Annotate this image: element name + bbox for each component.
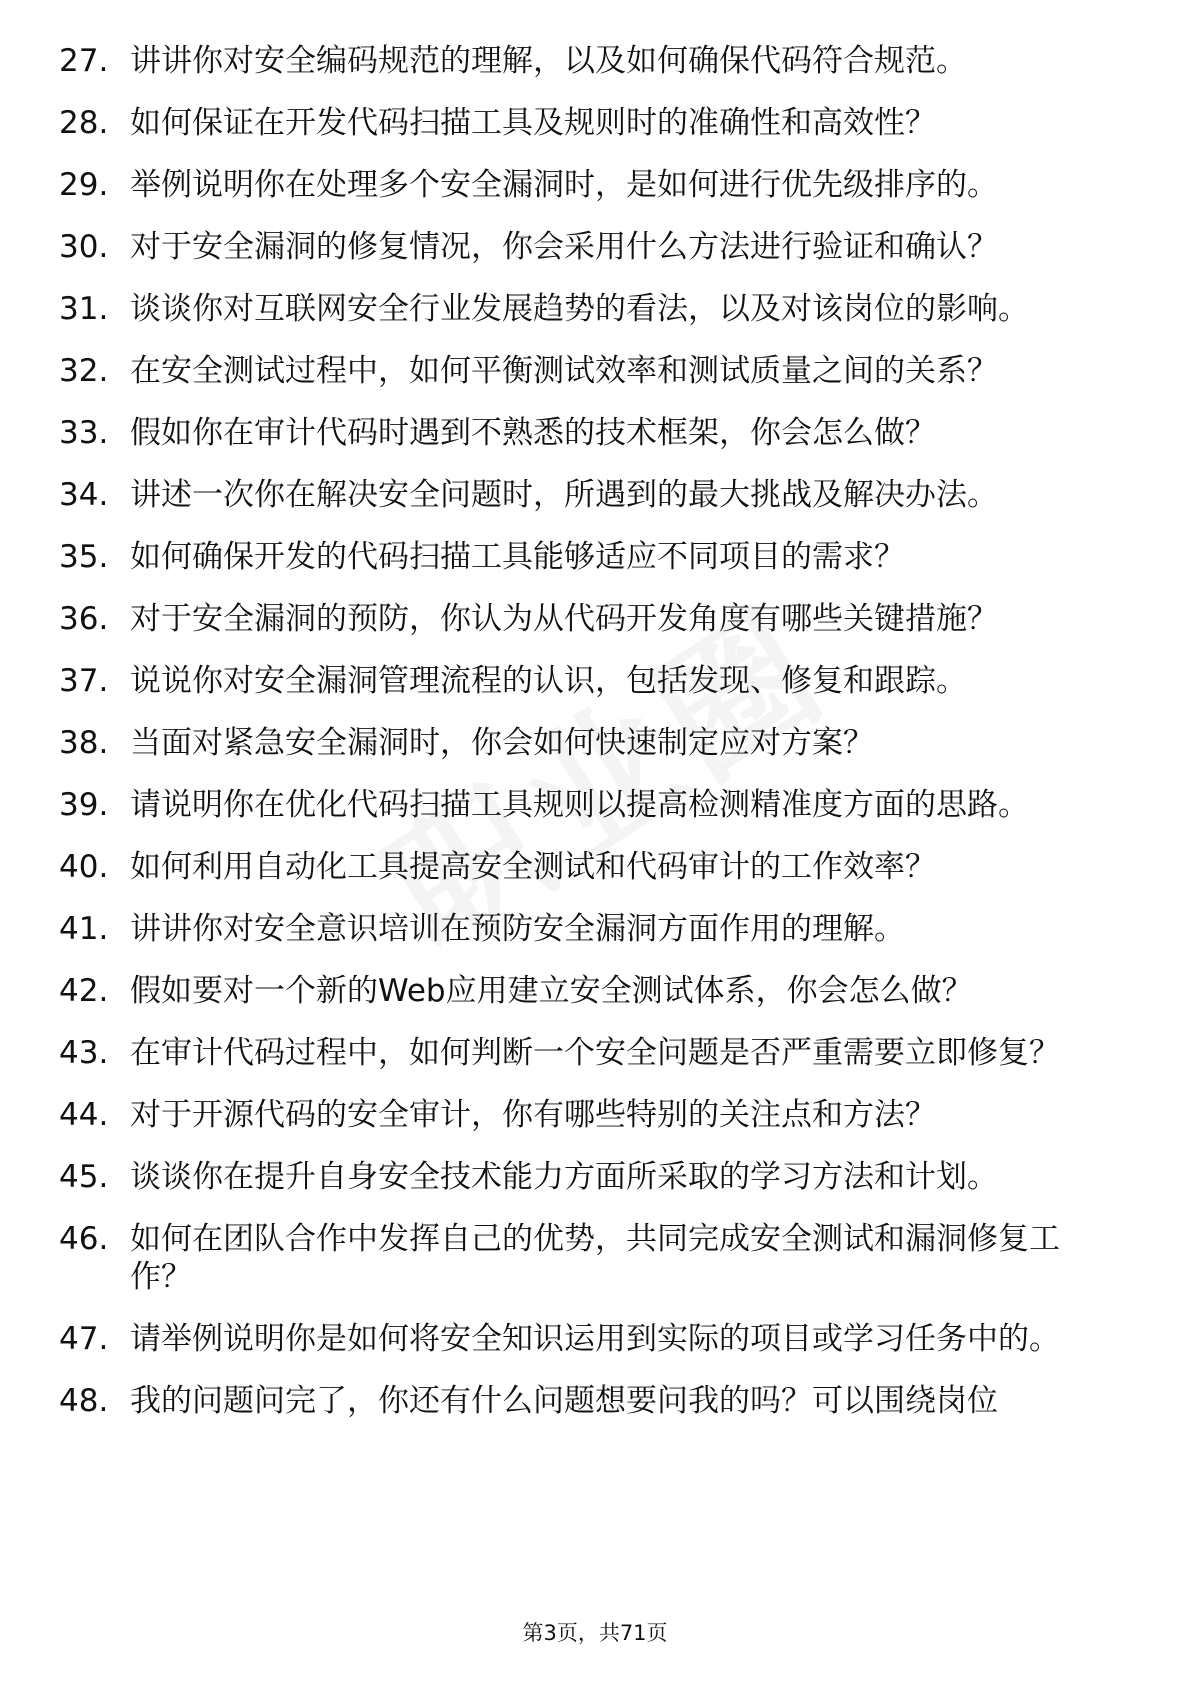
- question-text: 如何在团队合作中发挥自己的优势，共同完成安全测试和漏洞修复工作？: [130, 1221, 1060, 1295]
- question-number: 40.: [59, 849, 109, 885]
- question-number: 31.: [59, 291, 109, 327]
- question-item: [0, 104, 1190, 166]
- question-number: 27.: [59, 43, 109, 79]
- question-item: [0, 414, 1190, 476]
- question-item: [0, 290, 1190, 352]
- question-number: 46.: [59, 1221, 109, 1257]
- question-number: 36.: [59, 601, 109, 637]
- question-item: [0, 972, 1190, 1034]
- question-text: 讲讲你对安全编码规范的理解，以及如何确保代码符合规范。: [130, 43, 967, 79]
- question-text: 假如你在审计代码时遇到不熟悉的技术框架，你会怎么做？: [130, 415, 936, 451]
- question-number: 48.: [59, 1383, 109, 1419]
- question-number: 30.: [59, 229, 109, 265]
- question-list: [0, 42, 1190, 1444]
- question-number: 37.: [59, 663, 109, 699]
- question-number: 47.: [59, 1321, 109, 1357]
- question-number: 39.: [59, 787, 109, 823]
- question-number: 42.: [59, 973, 109, 1009]
- question-item: [0, 724, 1190, 786]
- question-text: 请举例说明你是如何将安全知识运用到实际的项目或学习任务中的。: [130, 1321, 1060, 1357]
- question-item: [0, 476, 1190, 538]
- question-text: 当面对紧急安全漏洞时，你会如何快速制定应对方案？: [130, 725, 874, 761]
- question-number: 45.: [59, 1159, 109, 1195]
- question-item: [0, 1220, 1190, 1320]
- question-text: 假如要对一个新的Web应用建立安全测试体系，你会怎么做？: [130, 973, 973, 1009]
- question-number: 29.: [59, 167, 109, 203]
- question-number: 32.: [59, 353, 109, 389]
- question-text: 讲述一次你在解决安全问题时，所遇到的最大挑战及解决办法。: [130, 477, 998, 513]
- question-text: 对于安全漏洞的修复情况，你会采用什么方法进行验证和确认？: [130, 229, 998, 265]
- question-item: [0, 1158, 1190, 1220]
- question-item: [0, 42, 1190, 104]
- question-item: [0, 1096, 1190, 1158]
- question-text: 请说明你在优化代码扫描工具规则以提高检测精准度方面的思路。: [130, 787, 1029, 823]
- question-number: 38.: [59, 725, 109, 761]
- page-footer: 第3页，共71页: [522, 1621, 668, 1645]
- question-number: 44.: [59, 1097, 109, 1133]
- question-item: [0, 352, 1190, 414]
- question-item: [0, 910, 1190, 972]
- question-text: 举例说明你在处理多个安全漏洞时，是如何进行优先级排序的。: [130, 167, 998, 203]
- question-number: 33.: [59, 415, 109, 451]
- question-text: 谈谈你在提升自身安全技术能力方面所采取的学习方法和计划。: [130, 1159, 998, 1195]
- question-number: 43.: [59, 1035, 109, 1071]
- question-text: 如何确保开发的代码扫描工具能够适应不同项目的需求？: [130, 539, 905, 575]
- question-item: [0, 1320, 1190, 1382]
- question-number: 34.: [59, 477, 109, 513]
- question-text: 如何保证在开发代码扫描工具及规则时的准确性和高效性？: [130, 105, 936, 141]
- question-text: 在安全测试过程中，如何平衡测试效率和测试质量之间的关系？: [130, 353, 998, 389]
- question-number: 35.: [59, 539, 109, 575]
- question-item: [0, 538, 1190, 600]
- question-item: [0, 662, 1190, 724]
- question-text: 对于开源代码的安全审计，你有哪些特别的关注点和方法？: [130, 1097, 936, 1133]
- question-text: 谈谈你对互联网安全行业发展趋势的看法，以及对该岗位的影响。: [130, 291, 1029, 327]
- question-text: 如何利用自动化工具提高安全测试和代码审计的工作效率？: [130, 849, 936, 885]
- question-item: [0, 1382, 1190, 1444]
- question-text: 我的问题问完了，你还有什么问题想要问我的吗？可以围绕岗位: [130, 1383, 998, 1419]
- question-text: 讲讲你对安全意识培训在预防安全漏洞方面作用的理解。: [130, 911, 905, 947]
- question-item: [0, 600, 1190, 662]
- question-text: 在审计代码过程中，如何判断一个安全问题是否严重需要立即修复？: [130, 1035, 1060, 1071]
- question-text: 对于安全漏洞的预防，你认为从代码开发角度有哪些关键措施？: [130, 601, 998, 637]
- question-number: 28.: [59, 105, 109, 141]
- question-item: [0, 1034, 1190, 1096]
- question-text: 说说你对安全漏洞管理流程的认识，包括发现、修复和跟踪。: [130, 663, 967, 699]
- question-item: [0, 848, 1190, 910]
- question-number: 41.: [59, 911, 109, 947]
- question-item: [0, 786, 1190, 848]
- question-item: [0, 166, 1190, 228]
- question-item: [0, 228, 1190, 290]
